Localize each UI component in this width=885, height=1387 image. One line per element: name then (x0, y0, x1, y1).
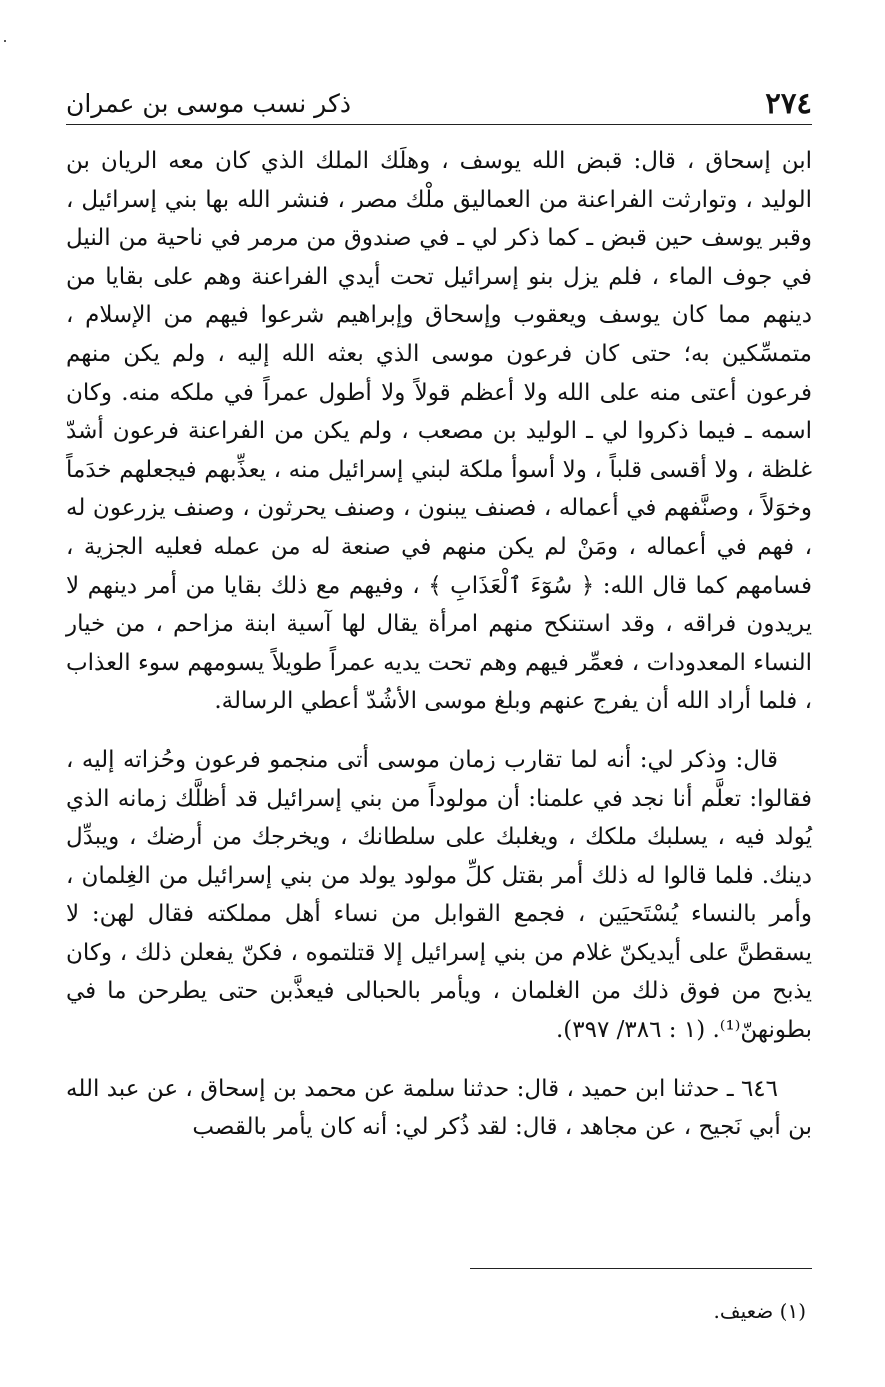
paragraph-2: قال: وذكر لي: أنه لما تقارب زمان موسى أتى منجمو فرعون وحُزاته إليه ، فقالوا: تعلَّم أنا نجد في علمنا: أن مولوداً من بني إسرائيل قد أظلَّك زمانه الذي يُولد فيه ، يسلبك ملكك ، ويغلبك على سلطانك ، ويخرجك من أرضك ، ويبدِّل دينك. فلما قالوا له ذلك أمر بقتل كلِّ مولود يولد من بني إسرائيل من الغِلمان ، وأمر بالنساء يُسْتَحيَين ، فجمع القوابل من نساء أهل مملكته فقال لهن: لا يسقطنَّ على أيديكنّ غلام من بني إسرائيل إلا قتلتموه ، فكنّ يفعلن ذلك ، وكان يذبح من فوق ذلك من الغلمان ، ويأمر بالحبالى فيعذَّبن حتى يطرحن ما في بطونهنّ⁽¹⁾. (١ : ٣٨٦/ ٣٩٧). (66, 746, 812, 1044)
header-rule (66, 124, 812, 125)
paragraph-1: ابن إسحاق ، قال: قبض الله يوسف ، وهلَك الملك الذي كان معه الريان بن الوليد ، وتوارثت الفراعنة من العماليق ملْك مصر ، فنشر الله بها بني إسرائيل ، وقبر يوسف حين قبض ـ كما ذكر لي ـ في صندوق من مرمر في ناحية من النيل في جوف الماء ، فلم يزل بنو إسرائيل تحت أيدي الفراعنة وهم على بقايا من دينهم مما كان يوسف ويعقوب وإسحاق وإبراهيم شرعوا فيهم من الإسلام ، متمسِّكين به؛ حتى كان فرعون موسى الذي بعثه الله إليه ، ولم يكن منهم فرعون أعتى منه على الله ولا أعظم قولاً ولا أطول عمراً في ملكه منه. وكان اسمه ـ فيما ذكروا لي ـ الوليد بن مصعب ، ولم يكن من الفراعنة فرعون أشدّ غلظة ، ولا أقسى قلباً ، ولا أسوأ ملكة لبني إسرائيل منه ، يعذِّبهم فيجعلهم خدَماً وخوَلاً ، وصنَّفهم في أعماله ، فصنف يبنون ، وصنف يحرثون ، وصنف يزرعون له ، فهم في أعماله ، ومَنْ لم يكن منهم في صنعة له من عمله فعليه الجزية ، فسامهم كما قال الله: ﴿ سُوٓءَ ٱلْعَذَابِ ﴾ ، وفيهم مع ذلك بقايا من أمر دينهم لا يريدون فراقه ، وقد استنكح منهم امرأة يقال لها آسية ابنة مزاحم ، من خيار النساء المعدودات ، فعمِّر فيهم وهم تحت يديه عمراً طويلاً يسومهم سوء العذاب ، فلما أراد الله أن يفرج عنهم وبلغ موسى الأشُدّ أعطي الرسالة. (66, 148, 812, 715)
footnote-rule (470, 1268, 812, 1269)
footnote: (١) ضعيف. (713, 1299, 806, 1323)
page-number: ٢٧٤ (765, 86, 812, 120)
body-text (66, 142, 812, 1147)
page-header (66, 80, 812, 122)
running-title: ذكر نسب موسى بن عمران (66, 89, 351, 118)
margin-speck (4, 40, 6, 42)
paragraph-3: ٦٤٦ ـ حدثنا ابن حميد ، قال: حدثنا سلمة عن محمد بن إسحاق ، عن عبد الله بن أبي نَجيح ، عن مجاهد ، قال: لقد ذُكر لي: أنه كان يأمر بالقصب (66, 1075, 812, 1141)
